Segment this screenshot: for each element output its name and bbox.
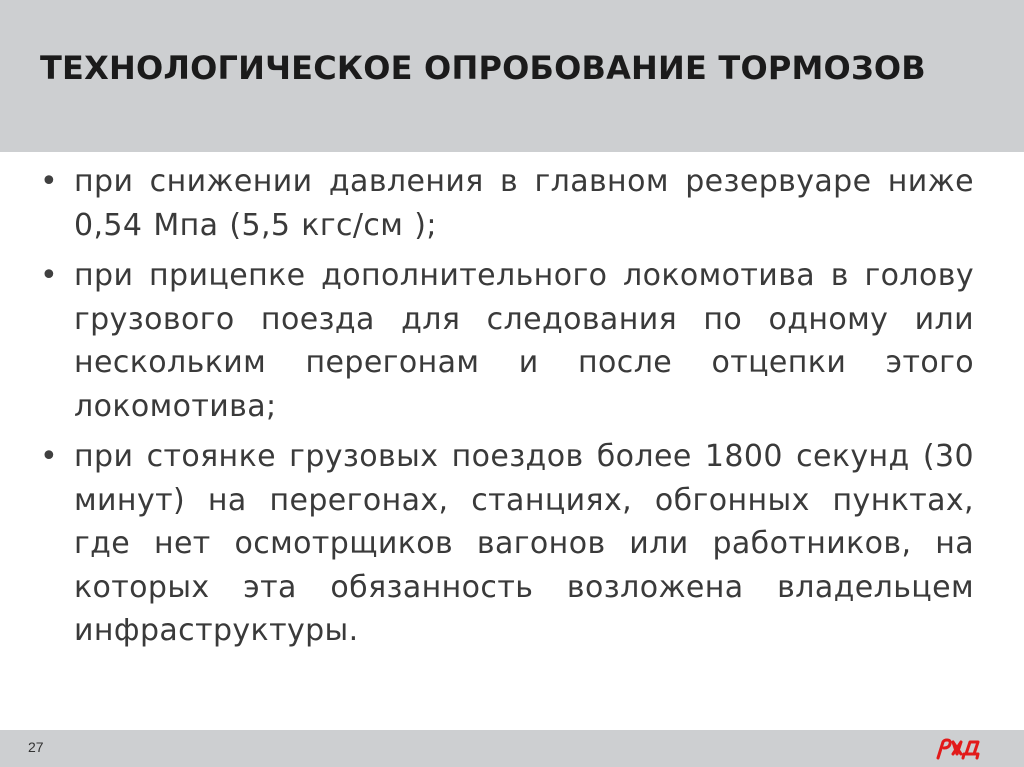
bullet-item [36, 254, 974, 428]
rzd-logo-icon [934, 736, 986, 760]
bullet-item [36, 435, 974, 653]
bullet-item [36, 160, 974, 247]
bullet-text: при прицепке дополнительного локомотива в голову грузового поезда для следования по одному или нескольким перегонам и после отцепки этого локомотива; [74, 258, 974, 424]
slide-title: ТЕХНОЛОГИЧЕСКОЕ ОПРОБОВАНИЕ ТОРМОЗОВ [40, 49, 926, 87]
bullet-marker: • [40, 258, 58, 293]
bullet-list [36, 160, 974, 653]
header-band [0, 0, 1024, 152]
page-number: 27 [28, 739, 44, 755]
bullet-text: при стоянке грузовых поездов более 1800 секунд (30 минут) на перегонах, станциях, обгонных пунктах, где нет осмотрщиков вагонов или работников, на которых эта обязанность возложена владельцем инфраструктуры. [74, 439, 974, 648]
bullet-marker: • [40, 164, 58, 199]
bullet-text: при снижении давления в главном резервуаре ниже 0,54 Мпа (5,5 кгс/см ); [74, 164, 974, 243]
slide-content [36, 160, 974, 660]
bullet-marker: • [40, 439, 58, 474]
footer-band [0, 730, 1024, 767]
